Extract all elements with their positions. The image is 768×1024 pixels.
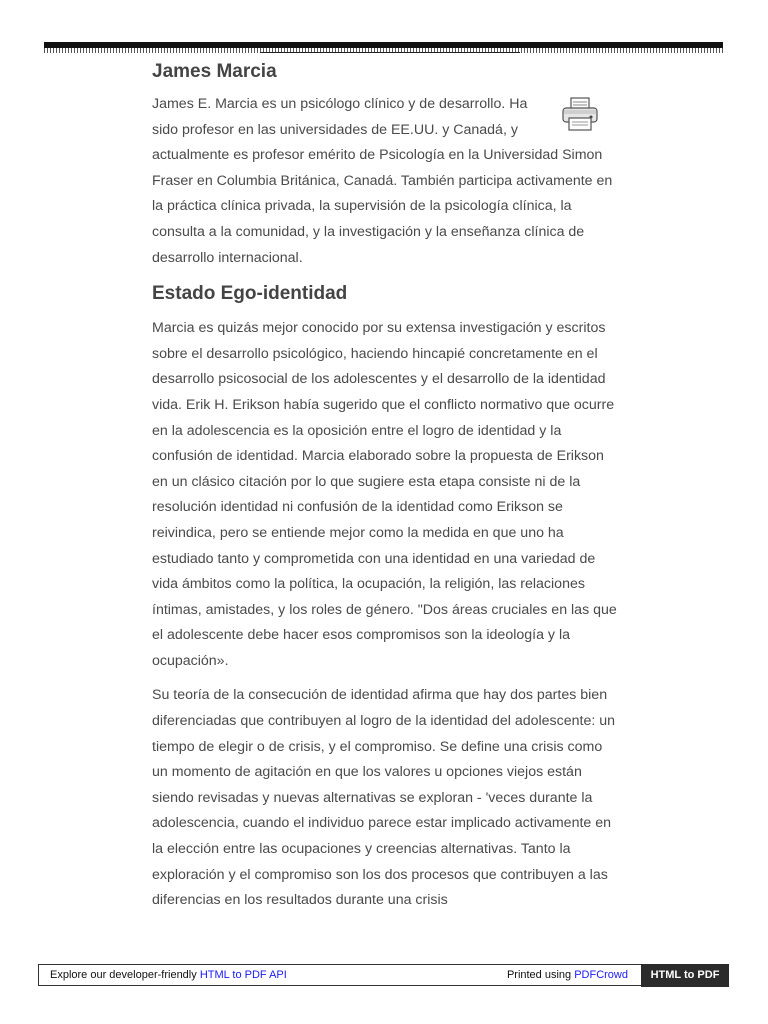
html-to-pdf-button[interactable]: HTML to PDF (641, 964, 729, 987)
bio-text: James E. Marcia es un psicólogo clínico y de desarrollo. Ha sido profesor en las universidades de EE.UU. y Canadá, y actualmente es profesor emérito de Psicología en la Universidad Simon Fraser en Columbia Británica, Canadá. También participa activamente en la práctica clínica privada, la supervisión de la psicología clínica, la consulta a la comunidad, y la investigación y la enseñanza clínica de desarrollo internacional. (152, 96, 613, 266)
footer-left (50, 969, 287, 981)
article-content (152, 56, 618, 923)
section-heading-james-marcia: James Marcia (152, 61, 277, 82)
printer-icon[interactable] (560, 96, 600, 132)
ego-identity-paragraph-1: Marcia es quizás mejor conocido por su extensa investigación y escritos sobre el desarrollo psicológico, haciendo hincapié concretamente en el desarrollo psicosocial de los adolescentes y el desarrollo de la identidad vida. Erik H. Erikson había sugerido que el conflicto normativo que ocurre en la adolescencia es la oposición entre el logro de identidad y la confusión de identidad. Marcia elaborado sobre la propuesta de Erikson en un clásico citación por lo que sugiere esta etapa consiste ni de la resolución identidad ni confusión de la identidad como Erikson se reivindica, pero se entiende mejor como la medida en que uno ha estudiado tanto y comprometida con una identidad en una variedad de vida ámbitos como la política, la ocupación, la religión, las relaciones íntimas, amistades, y los roles de género. "Dos áreas cruciales en las que el adolescente debe hacer esos compromisos son la ideología y la ocupación». (152, 320, 617, 669)
top-rule-underline (260, 52, 520, 53)
pdfcrowd-footer (38, 964, 729, 986)
footer-right (507, 969, 628, 981)
ego-identity-paragraph-2: Su teoría de la consecución de identidad afirma que hay dos partes bien diferenciadas que contribuyen al logro de la identidad del adolescente: un tiempo de elegir o de crisis, y el compromiso. Se define una crisis como un momento de agitación en que los valores u opciones viejos están siendo revisadas y nuevas alternativas se exploran - 'veces durante la adolescencia, cuando el individuo parece estar implicado activamente en la elección entre las ocupaciones y creencias alternativas. Tanto la exploración y el compromiso son los dos procesos que contribuyen a las diferencias en los resultados durante una crisis (152, 687, 615, 909)
footer-right-text: Printed using (506, 969, 575, 981)
bio-paragraph (152, 92, 618, 271)
footer-left-text: Explore our developer-friendly (50, 969, 200, 981)
html-to-pdf-api-link[interactable]: HTML to PDF API (199, 969, 287, 981)
section-heading-estado-ego-identidad: Estado Ego-identidad (152, 283, 348, 305)
pdfcrowd-link[interactable]: PDFCrowd (574, 969, 628, 981)
